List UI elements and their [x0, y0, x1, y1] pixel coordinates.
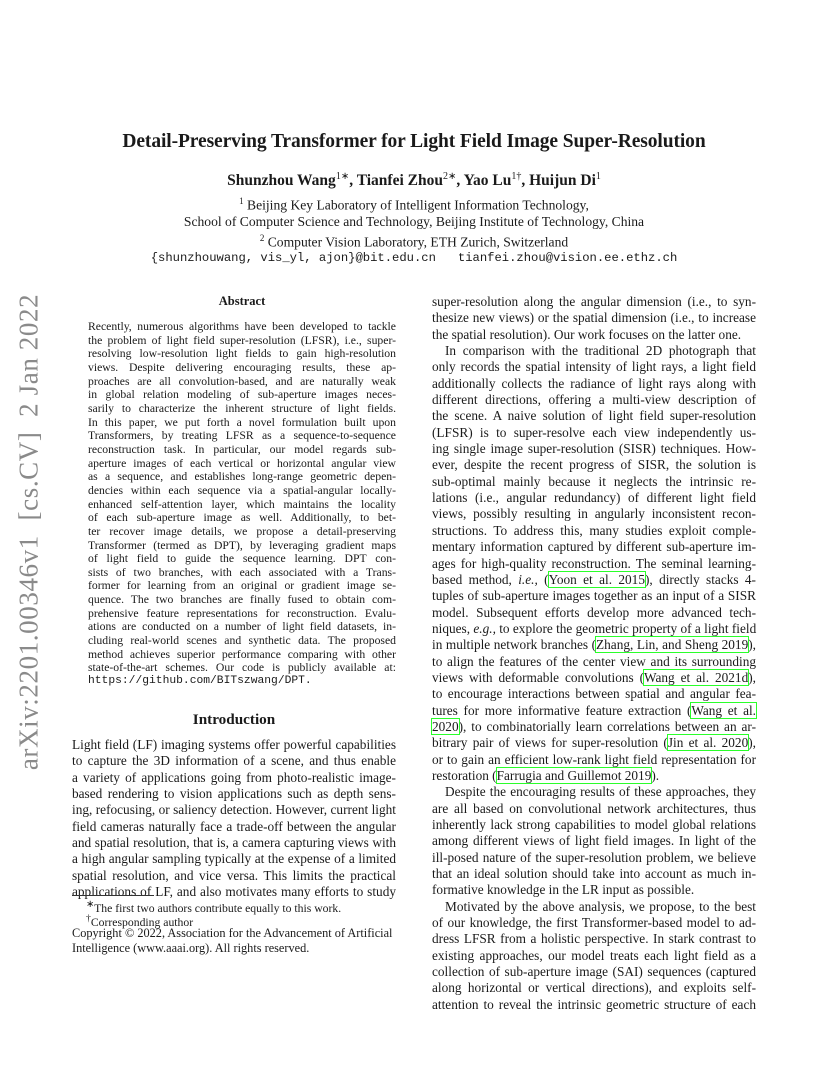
text-line: ations are conducted on a number of light field datasets, in- [88, 620, 396, 634]
text-line: ages for high-quality reconstruction. The seminal learning- [432, 555, 756, 571]
text-line: and spatial resolution, that is, a camera capturing views with [72, 835, 396, 851]
footnote-text: The first two authors contribute equally to this work. [94, 901, 342, 915]
text-line: of our knowledge, the first Transformer-based model to ad- [432, 915, 756, 931]
text-line: model. Subsequent efforts develop more advanced tech- [432, 604, 756, 620]
text-line: the scene. A naive solution of light field super-resolution [432, 408, 756, 424]
citation-link[interactable]: Zhang, Lin, and Sheng 2019 [596, 637, 749, 653]
text-line: or to gain an efficient low-rank light field representation for [432, 751, 756, 767]
author-mark: 2∗ [442, 171, 457, 182]
text-line: Recently, numerous algorithms have been developed to tackle [88, 320, 396, 333]
text-line: a high angular sampling typically at the expense of a limited [72, 851, 396, 867]
text-span: ), [748, 735, 756, 751]
text-line: ing single image super-resolution (SISR) techniques. How- [432, 441, 756, 457]
text-line: that an ideal solution should take into account as much in- [432, 866, 756, 882]
text-line: dress LFSR from a holistic perspective. In stark contrast to [432, 931, 756, 947]
author-separator: , [521, 172, 530, 190]
text-span: ). [651, 767, 660, 783]
author-separator: , [349, 172, 357, 190]
text-line [432, 768, 756, 784]
text-line: along horizontal or vertical directions), and exploits self- [432, 980, 756, 996]
text-line: formative knowledge in the LR input as possible. [432, 882, 695, 898]
text-span: ), directly stacks 4- [644, 571, 756, 587]
text-line: aperture images of each vertical or horizontal angular view [88, 456, 396, 470]
code-url-link[interactable]: https://github.com/BITszwang/DPT. [88, 675, 312, 688]
introduction-body [72, 737, 396, 900]
text-line: a variety of applications going from photo-realistic image- [72, 769, 396, 785]
text-span: ), to combinatorially learn correlations between an ar- [458, 718, 756, 734]
text-line: In comparison with the traditional 2D photograph that [445, 343, 756, 359]
text-span: based method, [432, 571, 519, 587]
text-line: the spatial resolution). Our work focuses on the latter one. [432, 326, 742, 342]
text-line [432, 703, 756, 719]
text-line [432, 621, 756, 637]
text-line: In this paper, we put forth a novel formulation built upon [88, 415, 396, 429]
text-line: lations (i.e., angular redundancy) of different light field [432, 490, 756, 506]
text-span: tures for more informative feature extraction ( [432, 702, 692, 718]
text-line: reconstruction task. In particular, our model regards sub- [88, 442, 396, 456]
text-span: views with deformable convolutions ( [432, 669, 645, 685]
text-line: prehensive feature representations for reconstruction. Evalu- [88, 606, 396, 620]
text-line [432, 735, 756, 751]
text-line: of light field to guide the sequence learning. DPT con- [88, 552, 396, 566]
text-line: thesize new views) or the spatial dimension (i.e., to increase [432, 310, 756, 326]
text-line: field cameras naturally face a trade-off between the angular [72, 818, 396, 834]
citation-link[interactable]: Wang et al. [691, 702, 756, 718]
arxiv-stamp [9, 293, 49, 771]
text-line: attention to reveal the intrinsic geometric structure of each [432, 996, 756, 1012]
text-span: ), [748, 637, 756, 653]
arxiv-id: arXiv:2201.00346v1 [cs.CV] 2 Jan 2022 [13, 293, 44, 771]
text-line: dencies within each sequence via a spatial-angular locally- [88, 483, 396, 497]
text-line: ter recover image details, we propose a detail-preserving [88, 524, 396, 538]
text-line: views, possibly resulting in angularly inconsistent recon- [432, 506, 756, 522]
text-line: views. Despite delivering encouraging results, these ap- [88, 360, 396, 374]
text-line: in global relation modeling of sub-aperture images neces- [88, 388, 396, 402]
copyright-line: Copyright © 2022, Association for the Advancement of Artificial [72, 926, 393, 941]
abstract-heading: Abstract [218, 294, 266, 308]
copyright-line: Intelligence (www.aaai.org). All rights reserved. [72, 940, 310, 955]
text-line: the problem of light field super-resolution (LFSR), i.e., super- [88, 333, 396, 347]
text-line: Transformer (termed as DPT), by leveraging gradient maps [88, 538, 396, 552]
footnote-text: Corresponding author [90, 916, 194, 930]
text-line: among different views of light field images. In light of the [432, 833, 756, 849]
text-line: super-resolution along the angular dimension (i.e., to syn- [432, 294, 756, 309]
text-line: former for learning from an original or gradient image se- [88, 579, 396, 593]
text-span: ), [748, 669, 756, 685]
text-line: existing approaches, our model treats each light field as a [432, 947, 756, 963]
text-line: Transformers, by treating LFSR as a sequence-to-sequence [88, 429, 396, 443]
author-name: Tianfei Zhou [356, 172, 443, 190]
author-name: Yao Lu [463, 172, 512, 190]
text-line: quence. The two branches are finally fused to obtain com- [88, 593, 396, 607]
text-line: tuples of sub-aperture images together as an input of a SISR [432, 588, 756, 604]
text-line: to encourage interactions between spatial and angular fea- [432, 686, 756, 702]
text-line: structions. To address this, many studies exploit comple- [432, 522, 756, 538]
text-line: mentary information captured by different sub-aperture im- [432, 539, 756, 555]
text-span: niques, [432, 620, 474, 636]
citation-link[interactable]: Yoon et al. 2015 [548, 571, 645, 587]
author-mark: 1∗ [335, 171, 350, 182]
text-span: to explore the geometric property of a light field [495, 620, 757, 636]
paragraph-continuation [432, 588, 756, 621]
text-span: ( [537, 571, 549, 587]
introduction-heading: Introduction [192, 711, 276, 728]
text-line: resolving low-resolution light fields to gain high-resolution [88, 347, 396, 361]
citation-link[interactable]: Wang et al. 2021d [644, 669, 749, 685]
author-name: Huijun Di [529, 172, 596, 190]
citation-link[interactable]: Jin et al. 2020 [667, 735, 749, 751]
author-name: Shunzhou Wang [227, 172, 336, 190]
paper-title: Detail-Preserving Transformer for Light Field Image Super-Resolution [122, 131, 706, 152]
abstract-body [88, 320, 396, 689]
affiliation-line: Computer Vision Laboratory, ETH Zurich, Switzerland [264, 234, 569, 250]
paragraph [432, 343, 756, 572]
text-line: sists of two branches, with each associated with a Trans- [88, 565, 396, 579]
text-span: restoration ( [432, 767, 497, 783]
text-span: in multiple network branches ( [432, 637, 597, 653]
affiliation-line: Beijing Key Laboratory of Intelligent Information Technology, [243, 197, 589, 213]
text-line: of each sub-aperture image as well. Additionally, to bet- [88, 511, 396, 525]
text-line: as a sequence, and establishes long-range geometric depen- [88, 470, 396, 484]
text-line: proaches are all convolution-based, and are naturally weak [88, 374, 396, 388]
affiliation-mark: 1 [239, 196, 244, 206]
text-line: Motivated by the above analysis, we propose, to the best [445, 898, 756, 914]
text-line [432, 637, 756, 653]
text-line: state-of-the-art schemes. Our code is publicly available at: [88, 661, 396, 675]
author-separator: , [456, 172, 464, 190]
right-column [432, 294, 756, 1013]
text-span: i.e., [518, 571, 538, 587]
text-line: enhanced self-attention layer, which maintains the locality [88, 497, 396, 511]
author-mark: 1 [595, 171, 601, 182]
citation-link[interactable]: 2020 [432, 718, 459, 734]
text-line: different directions, offering a multi-view description of [432, 392, 756, 408]
affiliation-mark: 2 [259, 232, 265, 243]
text-line: to capture the 3D information of a scene, and thus enable [72, 753, 396, 769]
author-list [0, 171, 828, 190]
author-mark: 1† [511, 171, 522, 182]
text-line: inherently lack strong capabilities to model global relations [432, 817, 756, 832]
text-line: (LFSR) is to super-resolve each view independently us- [432, 424, 756, 440]
text-line: method achieves superior performance comparing with other [88, 647, 396, 661]
text-line [432, 719, 756, 735]
text-line: to align the features of the center view and its surrounding [432, 653, 756, 669]
footnote-rule [72, 895, 154, 896]
text-line: ever, despite the recent progress of SISR, the solution is [432, 457, 756, 473]
text-line: spatial resolution, and vice versa. This limits the practical [72, 867, 396, 883]
text-line: Light field (LF) imaging systems offer powerful capabilities [72, 737, 396, 752]
footnotes [72, 898, 396, 955]
text-line [432, 572, 756, 588]
text-line: ill-posed nature of the super-resolution problem, we believe [432, 849, 756, 865]
affiliation-line: School of Computer Science and Technology, Beijing Institute of Technology, China [183, 213, 645, 229]
text-span: e.g., [473, 620, 496, 636]
affiliations [0, 193, 828, 266]
author-emails: {shunzhouwang, vis_yl, ajon}@bit.edu.cn tianfei.zhou@vision.ee.ethz.ch [150, 251, 678, 266]
footnote-mark: ∗ [86, 899, 95, 910]
text-line: sarily to characterize the inherent structure of light fields. [88, 401, 396, 415]
text-line: additionally collects the radiance of light rays along with [432, 375, 756, 391]
text-line: only records the spatial intensity of light rays, a light field [432, 359, 756, 375]
footnote-mark: † [86, 913, 91, 925]
text-line: cluding real-world scenes and synthetic data. The proposed [88, 634, 396, 648]
text-line: collection of sub-aperture image (SAI) sequences (captured [432, 964, 756, 980]
text-span: bitrary pair of views for super-resolution ( [432, 735, 668, 751]
text-line: sub-optimal mainly because it neglects the intrinsic re- [432, 473, 756, 489]
text-line: Despite the encouraging results of these approaches, they [445, 784, 756, 800]
paragraph [432, 294, 756, 343]
paragraph [432, 899, 756, 1013]
text-line: are all based on convolutional network architectures, thus [432, 800, 756, 816]
text-line: based rendering to vision applications such as depth sens- [72, 786, 396, 802]
paragraph [432, 784, 756, 898]
citation-link[interactable]: Farrugia and Guillemot 2019 [496, 767, 652, 783]
text-line: ing, refocusing, or saliency detection. However, current light [72, 802, 396, 818]
text-line: applications of LF, and also motivates many efforts to study [72, 884, 396, 900]
text-line [432, 670, 756, 686]
